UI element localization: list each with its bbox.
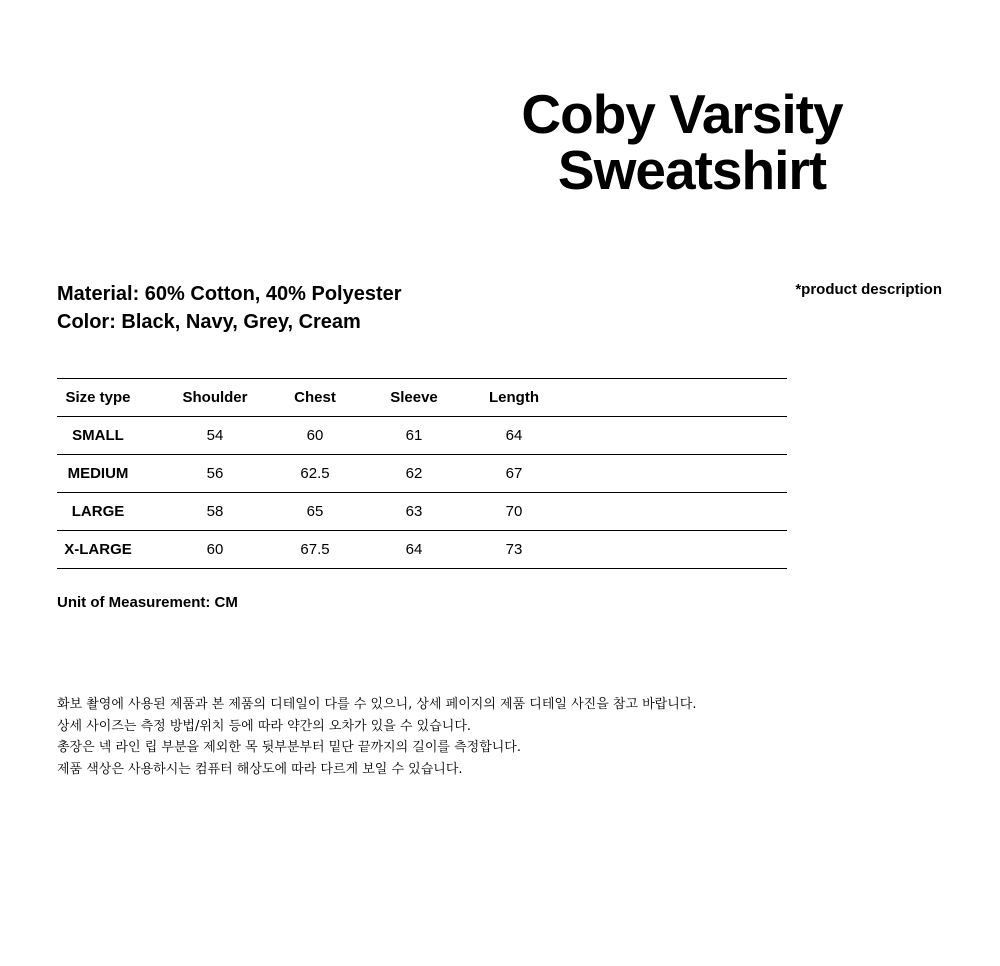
spacer-cell [539, 531, 787, 569]
header-chest: Chest [291, 379, 339, 417]
header-shoulder: Shoulder [139, 379, 291, 417]
shoulder-cell: 56 [139, 455, 291, 493]
length-cell: 70 [489, 493, 539, 531]
spacer-cell [539, 417, 787, 455]
sleeve-cell: 63 [339, 493, 489, 531]
product-specs [57, 280, 402, 336]
product-title-line-1: Coby Varsity [521, 83, 843, 145]
chest-cell: 60 [291, 417, 339, 455]
size-notes [57, 694, 697, 780]
header-spacer [539, 379, 787, 417]
color-text: Color: Black, Navy, Grey, Cream [57, 311, 361, 333]
shoulder-cell: 54 [139, 417, 291, 455]
table-row [57, 455, 787, 493]
size-table [57, 378, 787, 569]
product-title [422, 83, 942, 201]
table-row [57, 531, 787, 569]
header-sleeve: Sleeve [339, 379, 489, 417]
length-cell: 64 [489, 417, 539, 455]
sleeve-cell: 61 [339, 417, 489, 455]
header-length: Length [489, 379, 539, 417]
header-size-type: Size type [57, 379, 139, 417]
chest-cell: 62.5 [291, 455, 339, 493]
note-line: 상세 사이즈는 측정 방법/위치 등에 따라 약간의 오차가 있을 수 있습니다. [57, 718, 472, 734]
chest-cell: 67.5 [291, 531, 339, 569]
product-title-line-2: Sweatshirt [557, 139, 827, 201]
size-table-header-row [57, 379, 787, 417]
length-cell: 73 [489, 531, 539, 569]
note-line: 제품 색상은 사용하시는 컴퓨터 해상도에 따라 다르게 보일 수 있습니다. [57, 761, 463, 777]
length-cell: 67 [489, 455, 539, 493]
table-row [57, 493, 787, 531]
shoulder-cell: 58 [139, 493, 291, 531]
sleeve-cell: 64 [339, 531, 489, 569]
size-name-cell: SMALL [57, 417, 139, 455]
table-row [57, 417, 787, 455]
note-line: 총장은 넥 라인 립 부분을 제외한 목 뒷부분부터 밑단 끝까지의 길이를 측정합니다. [57, 740, 522, 755]
material-text: Material: 60% Cotton, 40% Polyester [57, 283, 402, 305]
unit-of-measurement: Unit of Measurement: CM [57, 594, 238, 611]
spacer-cell [539, 493, 787, 531]
size-name-cell: LARGE [57, 493, 139, 531]
spacer-cell [539, 455, 787, 493]
size-name-cell: X-LARGE [57, 531, 139, 569]
note-line: 화보 촬영에 사용된 제품과 본 제품의 디테일이 다를 수 있으니, 상세 페이지의 제품 디테일 사진을 참고 바랍니다. [57, 697, 697, 712]
shoulder-cell: 60 [139, 531, 291, 569]
chest-cell: 65 [291, 493, 339, 531]
sleeve-cell: 62 [339, 455, 489, 493]
size-name-cell: MEDIUM [57, 455, 139, 493]
product-description-tag: *product description [795, 281, 942, 298]
